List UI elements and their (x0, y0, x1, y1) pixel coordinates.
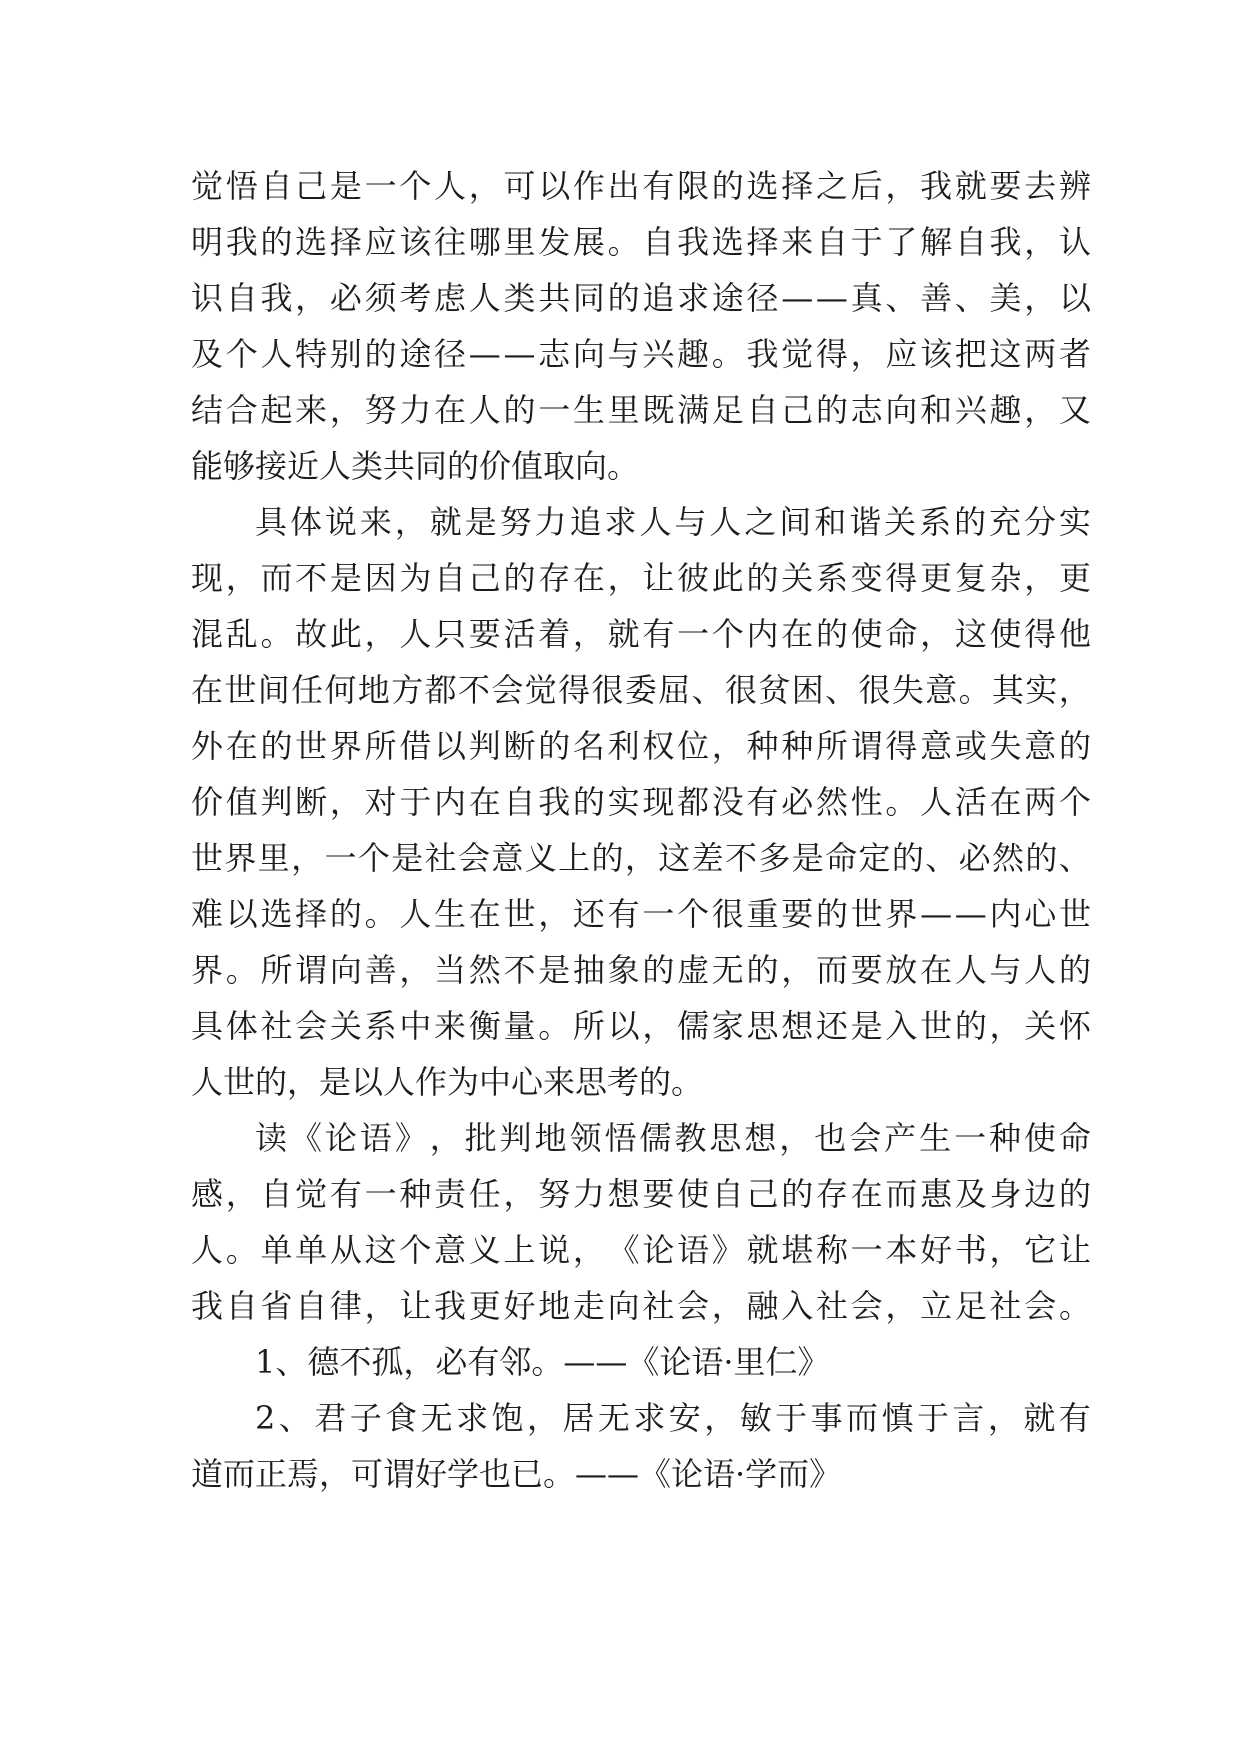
text-line: 界 。 所 谓 向 善 ， 当 然 不 是 抽 象 的 虚 无 的 ， 而 要 放 在 人 与 人 的 (191, 951, 1091, 989)
body-text (191, 158, 1091, 1502)
text-line: 在 世 间 任 何 地 方 都 不 会 觉 得 很 委 屈 、 很 贫 困 、 很 失 意 。 其 实 ， (191, 671, 1091, 709)
text-line: 读 《 论 语 》 ， 批 判 地 领 悟 儒 教 思 想 ， 也 会 产 生 一 种 使 命 (255, 1119, 1091, 1157)
text-line: 我 自 省 自 律 ， 让 我 更 好 地 走 向 社 会 ， 融 入 社 会 ， 立 足 社 会 。 (191, 1287, 1091, 1325)
text-line: 及 个 人 特 别 的 途 径 — — 志 向 与 兴 趣 。 我 觉 得 ， 应 该 把 这 两 者 (191, 335, 1091, 373)
text-line: 识 自 我 ， 必 须 考 虑 人 类 共 同 的 追 求 途 径 — — 真 、 善 、 美 ， 以 (191, 279, 1091, 317)
text-line: 混 乱 。 故 此 ， 人 只 要 活 着 ， 就 有 一 个 内 在 的 使 命 ， 这 使 得 他 (191, 615, 1091, 653)
text-line: 具 体 说 来 ， 就 是 努 力 追 求 人 与 人 之 间 和 谐 关 系 的 充 分 实 (255, 503, 1091, 541)
text-line: 觉 悟 自 己 是 一 个 人 ， 可 以 作 出 有 限 的 选 择 之 后 ， 我 就 要 去 辨 (191, 167, 1091, 205)
quote-line: 2 、 君 子 食 无 求 饱 ， 居 无 求 安 ， 敏 于 事 而 慎 于 言 ， 就 有 (255, 1399, 1091, 1437)
text-line: 结 合 起 来 ， 努 力 在 人 的 一 生 里 既 满 足 自 己 的 志 向 和 兴 趣 ， 又 (191, 391, 1091, 429)
text-line: 人世的，是以人作为中心来思考的。 (191, 1063, 704, 1101)
text-line: 外 在 的 世 界 所 借 以 判 断 的 名 利 权 位 ， 种 种 所 谓 得 意 或 失 意 的 (191, 727, 1091, 765)
text-line: 明 我 的 选 择 应 该 往 哪 里 发 展 。 自 我 选 择 来 自 于 了 解 自 我 ， 认 (191, 223, 1091, 261)
quote-line: 道而正焉，可谓好学也已。——《论语·学而》 (191, 1455, 842, 1493)
text-line: 具 体 社 会 关 系 中 来 衡 量 。 所 以 ， 儒 家 思 想 还 是 入 世 的 ， 关 怀 (191, 1007, 1091, 1045)
text-line: 世 界 里 ， 一 个 是 社 会 意 义 上 的 ， 这 差 不 多 是 命 定 的 、 必 然 的 、 (191, 839, 1091, 877)
text-line: 人 。 单 单 从 这 个 意 义 上 说 ， 《 论 语 》 就 堪 称 一 本 好 书 ， 它 让 (191, 1231, 1091, 1269)
text-line: 能够接近人类共同的价值取向。 (191, 447, 640, 485)
text-line: 难 以 选 择 的 。 人 生 在 世 ， 还 有 一 个 很 重 要 的 世 界 — — 内 心 世 (191, 895, 1091, 933)
text-line: 感 ， 自 觉 有 一 种 责 任 ， 努 力 想 要 使 自 己 的 存 在 而 惠 及 身 边 的 (191, 1175, 1091, 1213)
quote-line: 1、德不孤，必有邻。——《论语·里仁》 (255, 1343, 830, 1381)
text-line: 价 值 判 断 ， 对 于 内 在 自 我 的 实 现 都 没 有 必 然 性 。 人 活 在 两 个 (191, 783, 1091, 821)
text-line: 现 ， 而 不 是 因 为 自 己 的 存 在 ， 让 彼 此 的 关 系 变 得 更 复 杂 ， 更 (191, 559, 1091, 597)
